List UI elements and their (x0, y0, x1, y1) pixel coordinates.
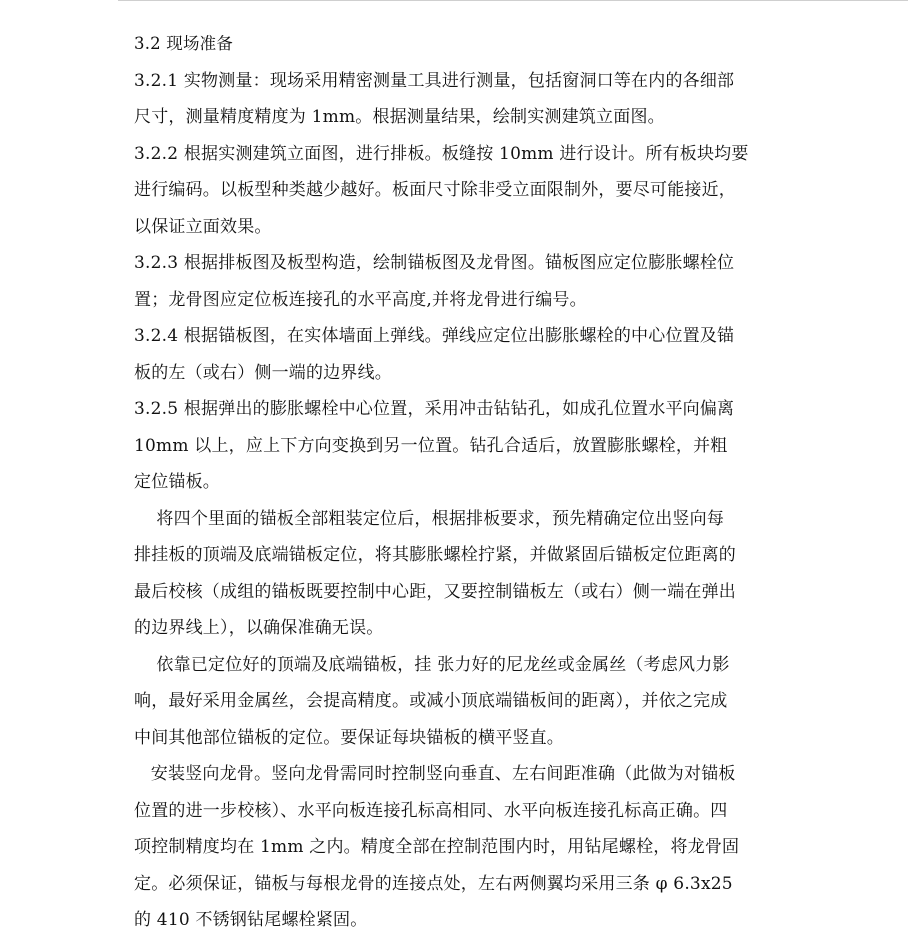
body-line: 板的左（或右）侧一端的边界线。 (134, 362, 392, 383)
body-line: 进行编码。以板型种类越少越好。板面尺寸除非受立面限制外，要尽可能接近， (134, 180, 736, 200)
body-line: 排挂板的顶端及底端锚板定位，将其膨胀螺栓拧紧，并做紧固后锚板定位距离的 (134, 545, 736, 565)
body-line: 以保证立面效果。 (134, 216, 272, 237)
body-line: 依靠已定位好的顶端及底端锚板，挂 张力好的尼龙丝或金属丝（考虑风力影 (134, 654, 730, 675)
body-line: 的 410 不锈钢钻尾螺栓紧固。 (134, 910, 368, 930)
body-line: 将四个里面的锚板全部粗装定位后，根据排板要求，预先精确定位出竖向每 (134, 508, 725, 529)
body-line: 3.2.5 根据弹出的膨胀螺栓中心位置，采用冲击钻钻孔，如成孔位置水平向偏离 (134, 399, 735, 419)
body-line: 中间其他部位锚板的定位。要保证每块锚板的横平竖直。 (134, 727, 564, 748)
document-body (134, 63, 776, 939)
body-line: 3.2.1 实物测量：现场采用精密测量工具进行测量，包括窗洞口等在内的各细部 (134, 70, 735, 91)
body-line: 3.2.4 根据锚板图，在实体墙面上弹线。弹线应定位出膨胀螺栓的中心位置及锚 (134, 326, 735, 346)
body-line: 位置的进一步校核）、水平向板连接孔标高相同、水平向板连接孔标高正确。四 (134, 800, 728, 821)
body-line: 最后校核（成组的锚板既要控制中心距，又要控制锚板左（或右）侧一端在弹出 (134, 581, 736, 602)
body-line: 定。必须保证，锚板与每根龙骨的连接点处，左右两侧翼均采用三条 φ 6.3x25 (134, 873, 733, 894)
body-line: 项控制精度均在 1mm 之内。精度全部在控制范围内时，用钻尾螺栓，将龙骨固 (134, 837, 740, 857)
body-line: 响，最好采用金属丝，会提高精度。或减小顶底端锚板间的距离），并依之完成 (134, 691, 728, 711)
body-line: 置；龙骨图应定位板连接孔的水平高度,并将龙骨进行编号。 (134, 289, 587, 310)
body-line: 安装竖向龙骨。竖向龙骨需同时控制竖向垂直、左右间距准确（此做为对锚板 (134, 764, 736, 784)
body-line: 尺寸，测量精度精度为 1mm。根据测量结果，绘制实测建筑立面图。 (134, 107, 665, 127)
document-page (134, 26, 776, 939)
section-heading: 3.2 现场准备 (134, 34, 234, 53)
body-line: 3.2.3 根据排板图及板型构造，绘制锚板图及龙骨图。锚板图应定位膨胀螺栓位 (134, 253, 735, 273)
body-line: 10mm 以上，应上下方向变换到另一位置。钻孔合适后，放置膨胀螺栓，并粗 (134, 435, 728, 456)
body-line: 的边界线上），以确保准确无误。 (134, 618, 384, 638)
body-line: 3.2.2 根据实测建筑立面图，进行排板。板缝按 10mm 进行设计。所有板块均要 (134, 143, 749, 164)
page-top-border (118, 0, 908, 1)
body-line: 定位锚板。 (134, 472, 220, 492)
